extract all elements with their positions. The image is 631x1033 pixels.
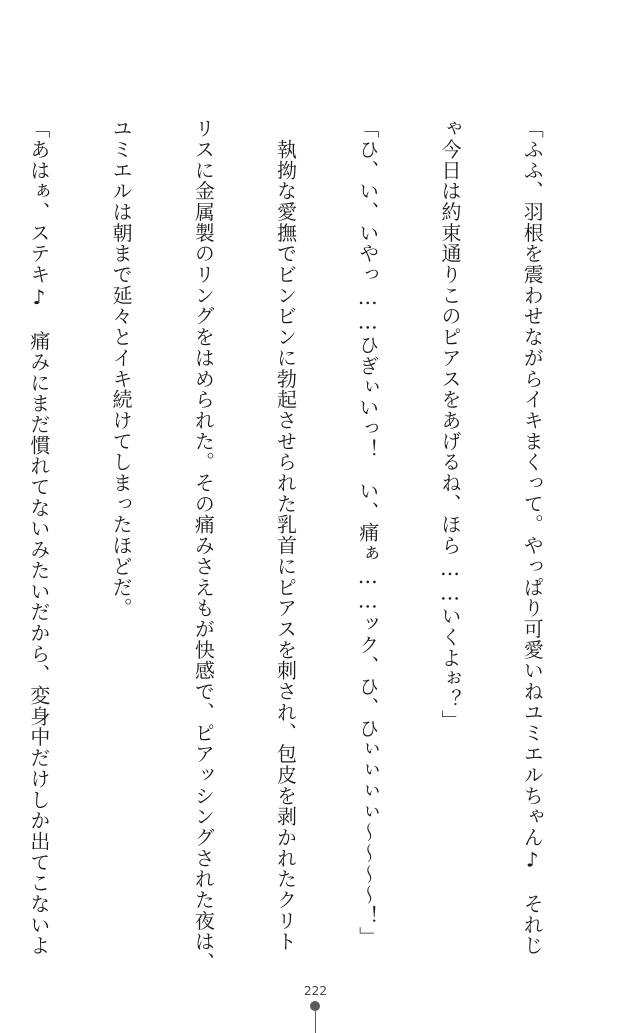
body-text bbox=[26, 118, 600, 973]
page-marker-line bbox=[315, 1010, 316, 1033]
text-line: ユミエルは朝まで延々とイキ続けてしまったほどだ。 bbox=[109, 118, 134, 619]
text-line: 「ふふ、羽根を震わせながらイキまくって。やっぱり可愛いねユミエルちゃん♪ それじ bbox=[520, 118, 545, 956]
text-line: 執拗な愛撫でビンビンに勃起させられた乳首にピアスを刺され、包皮を剥かれたクリト bbox=[273, 118, 298, 952]
text-line: ゃ今日は約束通りこのピアスをあげるね、ほら……いくよぉ？」 bbox=[437, 118, 462, 731]
text-line: 「ひ、い、いやっ……ひぎぃいっ！ い、痛ぁ……ック、ひ、ひぃぃぃぃ〜〜〜〜！」 bbox=[355, 118, 380, 948]
page-number: 222 bbox=[304, 984, 327, 998]
text-line: 「あはぁ、ステキ♪ 痛みにまだ慣れてないみたいだから、変身中だけしか出てこないよ bbox=[26, 118, 51, 956]
text-line: リスに金属製のリングをはめられた。その痛みさえもが快感で、ピアッシングされた夜は、 bbox=[191, 118, 216, 973]
